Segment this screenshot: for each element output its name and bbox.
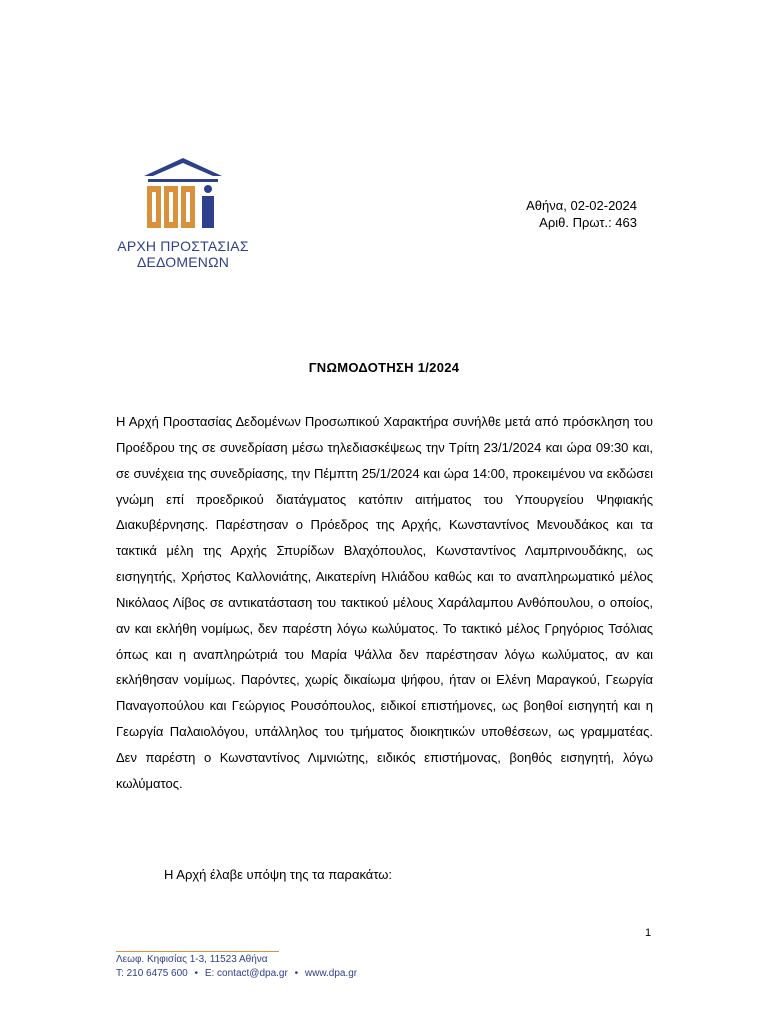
footer-phone: Τ: 210 6475 600 xyxy=(116,968,188,979)
document-title: ΓΝΩΜΟΔΟΤΗΣΗ 1/2024 xyxy=(308,360,460,375)
dpa-logo xyxy=(108,152,258,272)
footer-divider xyxy=(116,951,279,952)
footer-website[interactable]: www.dpa.gr xyxy=(304,968,358,979)
footer-address: Λεωφ. Κηφισίας 1-3, 11523 Αθήνα xyxy=(116,954,268,965)
intro-sentence: Η Αρχή έλαβε υπόψη της τα παρακάτω: xyxy=(164,867,393,882)
columned-building-logo-icon xyxy=(142,156,224,236)
body-paragraph: Η Αρχή Προστασίας Δεδομένων Προσωπικού Χαρακτήρα συνήλθε μετά από πρόσκληση του Προέδρου της σε συνεδρίαση μέσω τηλεδιασκέψεως την Τρίτη 23/1/2024 και ώρα 09:30 και, σε συνέχεια της συνεδρίασης, την Πέμπτη 25/1/2024 και ώρα 14:00, προκειμένου να εκδώσει γνώμη επί προεδρικού διατάγματος κατόπιν αιτήματος του Υπουργείου Ψηφιακής Διακυβέρνησης. Παρέστησαν ο Πρόεδρος της Αρχής, Κωνσταντίνος Μενουδάκος και τα τακτικά μέλη της Αρχής Σπυρίδων Βλαχόπουλος, Κωνσταντίνος Λαμπρινουδάκης, ως εισηγητής, Χρήστος Καλλονιάτης, Αικατερίνη Ηλιάδου καθώς και το αναπληρωματικό μέλος Νικόλαος Λίβος σε αντικατάσταση του τακτικού μέλους Χαράλαμπου Ανθόπουλου, ο οποίος, αν και εκλήθη νομίμως, δεν παρέστη λόγω κωλύματος. Το τακτικό μέλος Γρηγόριος Τσόλιας όπως και η αναπληρώτριά του Μαρία Ψάλλα δεν παρέστησαν λόγω κωλύματος, αν και εκλήθησαν νομίμως. Παρόντες, χωρίς δικαίωμα ψήφου, ήταν οι Ελένη Μαραγκού, Γεωργία Παναγοπούλου και Γεώργιος Ρουσόπουλος, ειδικοί επιστήμονες, ως βοηθοί εισηγητή και η Γεωργία Παλαιολόγου, υπάλληλος του τμήματος διοικητικών υποθέσεων, ως γραμματέας. Δεν παρέστη ο Κωνσταντίνος Λιμνιώτης, ειδικός επιστήμονας, βοηθός εισηγητή, λόγω κωλύματος. xyxy=(116,414,653,791)
footer xyxy=(116,953,357,981)
footer-separator: • xyxy=(194,968,199,979)
protocol-number: Αριθ. Πρωτ.: 463 xyxy=(539,215,637,230)
footer-contact xyxy=(116,967,357,981)
logo-text-line2: ΔΕΔΟΜΕΝΩΝ xyxy=(136,254,230,270)
document-meta xyxy=(526,197,637,231)
footer-separator: • xyxy=(294,968,299,979)
page-number: 1 xyxy=(645,927,652,939)
logo-text-line1: ΑΡΧΗ ΠΡΟΣΤΑΣΙΑΣ xyxy=(117,238,249,254)
footer-email[interactable]: Ε: contact@dpa.gr xyxy=(204,968,288,979)
place-date: Αθήνα, 02-02-2024 xyxy=(526,198,637,213)
